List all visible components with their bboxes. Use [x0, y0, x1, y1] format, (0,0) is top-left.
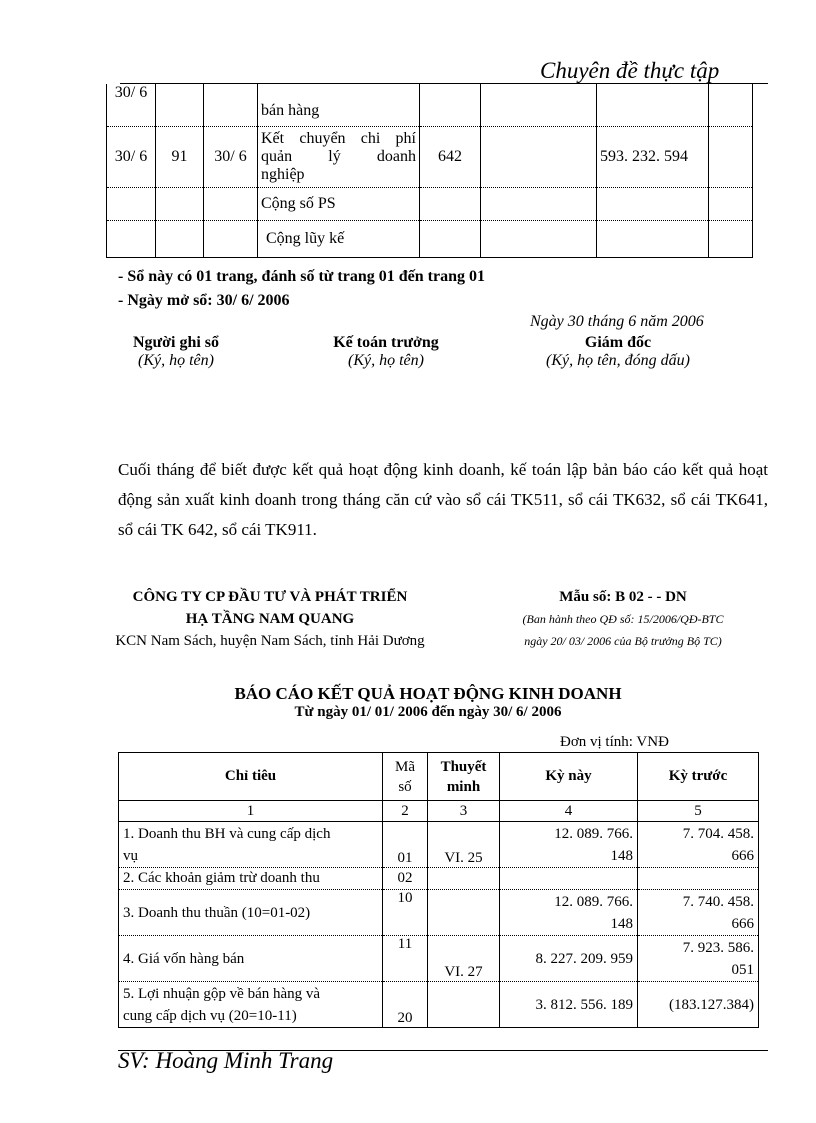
ledger-no [156, 84, 204, 126]
ledger-debit [481, 187, 597, 220]
ledger-note-open-date: - Ngày mở sổ: 30/ 6/ 2006 [118, 292, 290, 309]
ledger-desc-line: Kết chuyển chi phí [261, 129, 416, 147]
row-code: 11 [383, 936, 428, 982]
row-current-line: 148 [610, 915, 633, 932]
row-note [428, 868, 500, 890]
row-code: 20 [383, 982, 428, 1028]
ledger-date: 30/ 6 [107, 84, 156, 126]
form-issued: (Ban hành theo QĐ số: 15/2006/QĐ-BTC [522, 612, 724, 626]
ledger-date2 [204, 220, 258, 257]
ledger-date2 [204, 187, 258, 220]
row-current [500, 936, 638, 982]
ledger-extra [709, 220, 753, 257]
row-previous [638, 890, 759, 936]
index-cell: 2 [383, 801, 428, 822]
report-index-row [119, 801, 759, 822]
row-item-line: 5. Lợi nhuận gộp về bán hàng và [123, 985, 321, 1002]
row-previous-line: 7. 740. 458. [682, 893, 754, 910]
ledger-note-pages: - Sổ này có 01 trang, đánh số từ trang 01 đến trang 01 [118, 268, 485, 285]
row-code: 02 [383, 868, 428, 890]
row-item: 2. Các khoản giảm trừ doanh thu [119, 868, 383, 890]
report-row [119, 822, 759, 868]
header-item: Chỉ tiêu [119, 753, 383, 801]
row-note: VI. 27 [428, 936, 500, 982]
index-cell: 3 [428, 801, 500, 822]
report-row [119, 936, 759, 982]
form-block [478, 586, 768, 652]
report-title: BÁO CÁO KẾT QUẢ HOẠT ĐỘNG KINH DOANH [234, 684, 622, 703]
header-note-line: minh [446, 778, 481, 795]
signature-recorder [76, 334, 276, 370]
header-code-line: số [398, 778, 412, 795]
ledger-acct [420, 220, 481, 257]
ledger-debit [481, 220, 597, 257]
signature-director [518, 334, 718, 370]
row-note: VI. 25 [428, 822, 500, 868]
row-previous-line: 7. 704. 458. [682, 825, 754, 842]
header-note-line: Thuyết [440, 758, 487, 775]
ledger-extra [709, 84, 753, 126]
index-cell: 1 [119, 801, 383, 822]
row-code: 01 [383, 822, 428, 868]
row-item [119, 822, 383, 868]
signature-sub: (Ký, họ tên) [348, 352, 424, 369]
row-item-line: vụ [123, 847, 138, 864]
row-item-line: 1. Doanh thu BH và cung cấp dịch [123, 825, 331, 842]
report-unit: Đơn vị tính: VNĐ [560, 734, 669, 750]
signature-accountant [286, 334, 486, 370]
report-header-row [119, 753, 759, 801]
signature-title: Người ghi sổ [132, 334, 220, 351]
ledger-table [106, 84, 753, 258]
header-previous: Kỳ trước [638, 753, 759, 801]
row-item-line: cung cấp dịch vụ (20=10-11) [123, 1007, 297, 1024]
signature-title: Giám đốc [584, 334, 652, 351]
row-item-line: 4. Giá vốn hàng bán [123, 950, 245, 967]
ledger-desc-line: quản lý doanh [261, 147, 416, 165]
signature-date: Ngày 30 tháng 6 năm 2006 [530, 313, 704, 330]
row-current-line: 8. 227. 209. 959 [535, 950, 633, 967]
ledger-desc: Cộng lũy kế [258, 220, 420, 257]
row-previous-line: 666 [731, 847, 754, 864]
row-previous [638, 868, 759, 890]
row-current-line: 12. 089. 766. [554, 893, 633, 910]
row-previous-line: 051 [731, 961, 754, 978]
row-previous-line: 666 [731, 915, 754, 932]
form-code: Mẫu số: B 02 - - DN [559, 589, 687, 605]
ledger-row [107, 84, 753, 126]
row-code: 10 [383, 890, 428, 936]
row-note [428, 890, 500, 936]
row-previous-line: 7. 923. 586. [682, 939, 754, 956]
header-current: Kỳ này [500, 753, 638, 801]
page-header-title: Chuyên đề thực tập [540, 58, 720, 83]
row-item-line: 3. Doanh thu thuần (10=01-02) [123, 904, 311, 921]
signature-sub: (Ký, họ tên, đóng dấu) [546, 352, 690, 369]
ledger-row [107, 220, 753, 257]
ledger-date [107, 220, 156, 257]
row-current [500, 868, 638, 890]
ledger-no: 91 [156, 126, 204, 187]
index-cell: 5 [638, 801, 759, 822]
ledger-desc: Cộng số PS [258, 187, 420, 220]
ledger-row [107, 126, 753, 187]
body-paragraph: Cuối tháng để biết được kết quả hoạt động kinh doanh, kế toán lập bản báo cáo kết quả hoạt động sản xuất kinh doanh trong tháng căn cứ vào sổ cái TK511, sổ cái TK632, sổ cái TK641, sổ cái TK 642, sổ cái TK911. [118, 460, 768, 539]
ledger-acct [420, 187, 481, 220]
company-address: KCN Nam Sách, huyện Nam Sách, tỉnh Hải Dương [115, 633, 425, 649]
ledger-debit [481, 126, 597, 187]
ledger-acct: 642 [420, 126, 481, 187]
report-table [118, 752, 759, 1028]
row-current [500, 982, 638, 1028]
ledger-date: 30/ 6 [107, 126, 156, 187]
ledger-credit: 593. 232. 594 [597, 126, 709, 187]
company-block [80, 586, 460, 652]
ledger-date [107, 187, 156, 220]
ledger-credit [597, 84, 709, 126]
report-row [119, 868, 759, 890]
header-code-line: Mã [395, 758, 415, 775]
ledger-row [107, 187, 753, 220]
ledger-acct [420, 84, 481, 126]
ledger-date2: 30/ 6 [204, 126, 258, 187]
report-row [119, 982, 759, 1028]
row-previous [638, 936, 759, 982]
report-period: Từ ngày 01/ 01/ 2006 đến ngày 30/ 6/ 2006 [294, 704, 562, 720]
row-current-line: 3. 812. 556. 189 [535, 996, 633, 1013]
row-item [119, 890, 383, 936]
signature-title: Kế toán trưởng [333, 334, 439, 351]
ledger-desc-line: nghiệp [261, 165, 305, 183]
header-note [428, 753, 500, 801]
row-previous [638, 822, 759, 868]
ledger-extra [709, 126, 753, 187]
row-previous [638, 982, 759, 1028]
form-issued-date: ngày 20/ 03/ 2006 của Bộ trưởng Bộ TC) [524, 634, 722, 648]
ledger-credit [597, 187, 709, 220]
row-current-line: 148 [610, 847, 633, 864]
ledger-extra [709, 187, 753, 220]
row-current [500, 822, 638, 868]
header-code [383, 753, 428, 801]
row-item [119, 936, 383, 982]
ledger-debit [481, 84, 597, 126]
ledger-desc: bán hàng [258, 84, 420, 126]
row-item [119, 982, 383, 1028]
row-previous-line: (183.127.384) [669, 996, 754, 1013]
row-current [500, 890, 638, 936]
report-row [119, 890, 759, 936]
row-note [428, 982, 500, 1028]
ledger-date2 [204, 84, 258, 126]
index-cell: 4 [500, 801, 638, 822]
ledger-credit [597, 220, 709, 257]
company-name-2: HẠ TẦNG NAM QUANG [185, 611, 355, 627]
footer-student: SV: Hoàng Minh Trang [118, 1048, 334, 1073]
ledger-no [156, 187, 204, 220]
company-name: CÔNG TY CP ĐẦU TƯ VÀ PHÁT TRIỂN [132, 589, 408, 605]
signature-sub: (Ký, họ tên) [138, 352, 214, 369]
ledger-no [156, 220, 204, 257]
row-current-line: 12. 089. 766. [554, 825, 633, 842]
ledger-desc [258, 126, 420, 187]
